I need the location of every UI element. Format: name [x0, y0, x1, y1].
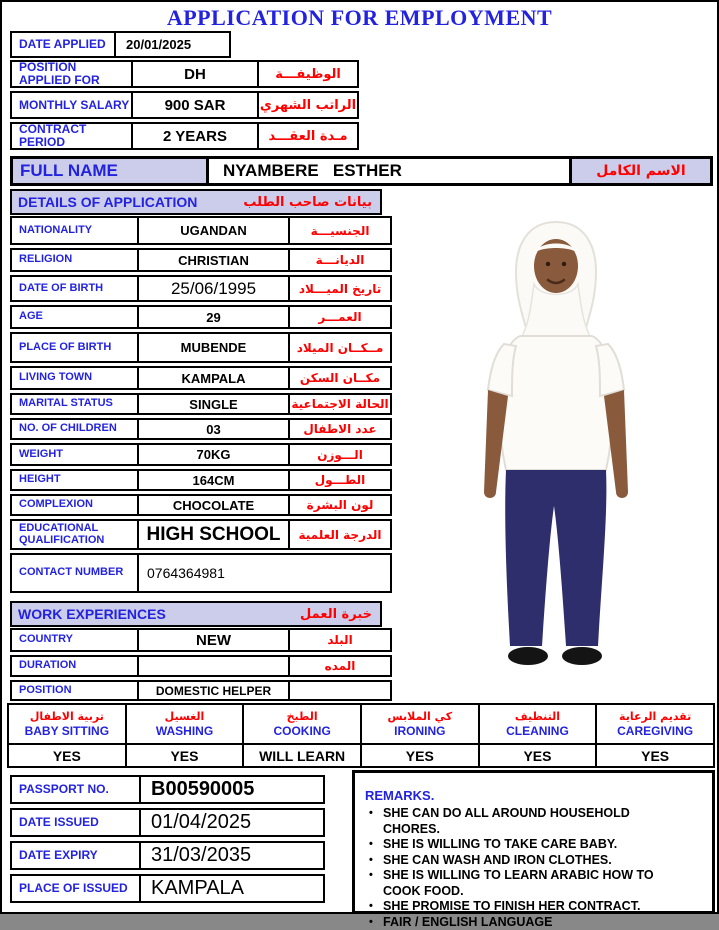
field-value: B00590005: [141, 777, 323, 802]
date-applied-value: 20/01/2025: [116, 33, 229, 56]
field-arabic: مــكــان الميلاد: [290, 334, 390, 361]
field-arabic: مـدة العقـــد: [259, 124, 357, 148]
top-rows: [10, 60, 359, 150]
position-applied-row: [10, 60, 359, 88]
page-title: APPLICATION FOR EMPLOYMENT: [2, 5, 717, 31]
field-value: HIGH SCHOOL: [139, 521, 290, 548]
field-label: MARITAL STATUS: [12, 395, 139, 413]
skill-label: IRONING: [363, 724, 477, 738]
field-arabic: لون البشرة: [290, 496, 390, 514]
field-label: LIVING TOWN: [12, 368, 139, 388]
skill-arabic: التنظيف: [481, 710, 595, 723]
remark-item: • SHE CAN WASH AND IRON CLOTHES.: [365, 853, 677, 869]
field-label: DATE ISSUED: [12, 810, 141, 835]
field-value: [139, 657, 290, 675]
skill-arabic: كي الملابس: [363, 710, 477, 723]
section-title: WORK EXPERIENCES: [18, 606, 166, 622]
weight-row: [10, 443, 392, 466]
field-arabic: [290, 682, 390, 699]
field-arabic: البلد: [290, 630, 390, 650]
field-value: DH: [133, 62, 259, 86]
field-value: 29: [139, 307, 290, 327]
field-label: PLACE OF ISSUED: [12, 876, 141, 901]
place-of-issued-row: [10, 874, 325, 903]
marital-status-row: [10, 393, 392, 415]
remark-item: • SHE IS WILLING TO TAKE CARE BABY.: [365, 837, 677, 853]
field-value: NEW: [139, 630, 290, 650]
details-table: [10, 216, 392, 593]
skill-label: COOKING: [245, 724, 359, 738]
field-value: 25/06/1995: [139, 277, 290, 300]
skill-value: YES: [596, 744, 714, 767]
field-value: 2 YEARS: [133, 124, 259, 148]
field-arabic: الوظيفـــة: [259, 62, 357, 86]
skill-value: YES: [479, 744, 597, 767]
field-label: POSITION APPLIED FOR: [12, 62, 133, 86]
field-value: 0764364981: [139, 555, 390, 591]
field-value: KAMPALA: [141, 876, 323, 901]
field-arabic: الجنسيـــة: [290, 218, 390, 243]
skill-arabic: تربية الاطفال: [10, 710, 124, 723]
skill-arabic: الطبخ: [245, 710, 359, 723]
country-row: [10, 628, 392, 652]
field-value: 03: [139, 420, 290, 438]
remark-item: • FAIR / ENGLISH LANGUAGE: [365, 915, 677, 930]
full-name-value: NYAMBERE ESTHER: [209, 159, 572, 183]
field-label: COUNTRY: [12, 630, 139, 650]
skills-value-row: [8, 744, 714, 767]
skills-table: [7, 703, 715, 768]
field-value: MUBENDE: [139, 334, 290, 361]
contract-period-row: [10, 122, 359, 150]
field-value: KAMPALA: [139, 368, 290, 388]
skill-header-babysitting: [8, 704, 126, 744]
date-expiry-row: [10, 841, 325, 870]
place-of-birth-row: [10, 332, 392, 363]
field-label: WEIGHT: [12, 445, 139, 464]
full-name-arabic: الاسم الكامل: [572, 159, 710, 183]
field-label: DATE OF BIRTH: [12, 277, 139, 300]
skill-header-washing: [126, 704, 244, 744]
field-arabic: تاريخ الميـــلاد: [290, 277, 390, 300]
skill-label: CLEANING: [481, 724, 595, 738]
date-applied-row: [10, 31, 231, 58]
field-arabic: المده: [290, 657, 390, 675]
field-arabic: الديانـــة: [290, 250, 390, 270]
religion-row: [10, 248, 392, 272]
skill-label: WASHING: [128, 724, 242, 738]
passport-no-row: [10, 775, 325, 804]
field-label: AGE: [12, 307, 139, 327]
children-row: [10, 418, 392, 440]
full-name-label: FULL NAME: [13, 159, 209, 183]
skill-label: CAREGIVING: [598, 724, 712, 738]
field-arabic: مكــان السكن: [290, 368, 390, 388]
field-value: 164CM: [139, 471, 290, 489]
skills-header-row: [8, 704, 714, 744]
field-arabic: عدد الاطفال: [290, 420, 390, 438]
skill-arabic: تقديم الرعاية: [598, 710, 712, 723]
applicant-photo: [450, 214, 662, 680]
date-issued-row: [10, 808, 325, 837]
work-experience-table: [10, 628, 392, 701]
skill-value: WILL LEARN: [243, 744, 361, 767]
field-value: UGANDAN: [139, 218, 290, 243]
field-arabic: العمـــر: [290, 307, 390, 327]
field-arabic: الدرجة العلمية: [290, 521, 390, 548]
field-value: 70KG: [139, 445, 290, 464]
skill-arabic: الغسيل: [128, 710, 242, 723]
field-label: PASSPORT NO.: [12, 777, 141, 802]
field-value: SINGLE: [139, 395, 290, 413]
height-row: [10, 469, 392, 491]
field-arabic: الطـــول: [290, 471, 390, 489]
skill-header-caregiving: [596, 704, 714, 744]
passport-section: [10, 775, 325, 903]
education-row: [10, 519, 392, 550]
details-section-header: [10, 189, 382, 215]
work-experience-section-header: [10, 601, 382, 627]
field-arabic: الحالة الاجتماعية: [290, 395, 390, 413]
field-value: 01/04/2025: [141, 810, 323, 835]
skill-value: YES: [361, 744, 479, 767]
field-label: HEIGHT: [12, 471, 139, 489]
field-value: CHOCOLATE: [139, 496, 290, 514]
date-applied-label: DATE APPLIED: [12, 33, 116, 56]
field-label: NATIONALITY: [12, 218, 139, 243]
field-label: NO. OF CHILDREN: [12, 420, 139, 438]
field-label: COMPLEXION: [12, 496, 139, 514]
monthly-salary-row: [10, 91, 359, 119]
field-label: MONTHLY SALARY: [12, 93, 133, 117]
field-arabic: الراتب الشهري: [259, 93, 357, 117]
skill-header-ironing: [361, 704, 479, 744]
remarks-title: REMARKS.: [365, 788, 706, 803]
section-title-arabic: خبرة العمل: [300, 607, 372, 622]
skill-value: YES: [8, 744, 126, 767]
field-value: CHRISTIAN: [139, 250, 290, 270]
section-title-arabic: بيانات صاحب الطلب: [243, 195, 372, 210]
full-name-row: [10, 156, 713, 186]
contact-number-row: [10, 553, 392, 593]
field-arabic: الـــوزن: [290, 445, 390, 464]
skill-label: BABY SITTING: [10, 724, 124, 738]
field-label: POSITION: [12, 682, 139, 699]
date-of-birth-row: [10, 275, 392, 302]
field-label: CONTRACT PERIOD: [12, 124, 133, 148]
field-label: EDUCATIONAL QUALIFICATION: [12, 521, 139, 548]
remarks-section: [352, 770, 715, 914]
field-label: CONTACT NUMBER: [12, 555, 139, 591]
duration-row: [10, 655, 392, 677]
field-label: DATE EXPIRY: [12, 843, 141, 868]
skill-value: YES: [126, 744, 244, 767]
field-label: RELIGION: [12, 250, 139, 270]
field-value: 900 SAR: [133, 93, 259, 117]
remark-item: • SHE IS WILLING TO LEARN ARABIC HOW TO COOK FOOD.: [365, 868, 677, 899]
skill-header-cooking: [243, 704, 361, 744]
complexion-row: [10, 494, 392, 516]
remark-item: • SHE CAN DO ALL AROUND HOUSEHOLD CHORES.: [365, 806, 677, 837]
remarks-list: [365, 806, 695, 930]
field-value: 31/03/2035: [141, 843, 323, 868]
field-value: DOMESTIC HELPER: [139, 682, 290, 699]
field-label: DURATION: [12, 657, 139, 675]
position-row: [10, 680, 392, 701]
remark-item: • SHE PROMISE TO FINISH HER CONTRACT.: [365, 899, 677, 915]
skill-header-cleaning: [479, 704, 597, 744]
living-town-row: [10, 366, 392, 390]
nationality-row: [10, 216, 392, 245]
section-title: DETAILS OF APPLICATION: [18, 194, 197, 210]
age-row: [10, 305, 392, 329]
field-label: PLACE OF BIRTH: [12, 334, 139, 361]
